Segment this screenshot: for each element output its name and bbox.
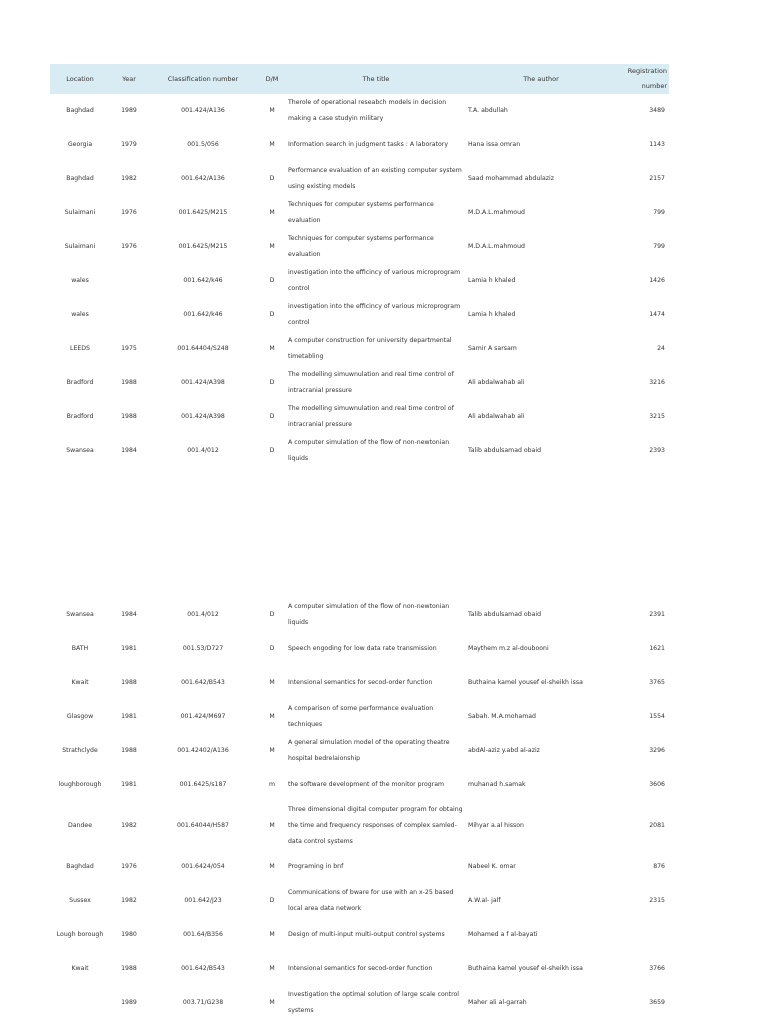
classification-cell: 001.424/A136 xyxy=(181,107,225,114)
title-cell: The modelling simuwnulation and real time control of intracranial pressure xyxy=(288,405,454,428)
registration-cell: 799 xyxy=(653,209,665,216)
classification-cell: 001.642/A136 xyxy=(181,175,225,182)
classification-cell: 001.64044/H587 xyxy=(176,822,229,829)
year-cell: 1982 xyxy=(121,175,137,182)
dm-cell: M xyxy=(269,999,275,1006)
title-cell: Design of multi-input multi-output control systems xyxy=(288,931,445,938)
dm-cell: M xyxy=(269,107,275,114)
registration-cell: 876 xyxy=(653,863,665,870)
location-cell: Swansea xyxy=(66,447,94,454)
classification-cell: 001.6425/M215 xyxy=(178,243,228,250)
title-cell: A computer simulation of the flow of non-newtonian liquids xyxy=(288,603,450,626)
page-gap xyxy=(50,468,669,598)
classification-cell: 001.4/012 xyxy=(187,611,219,618)
registration-cell: 1474 xyxy=(649,311,665,318)
classification-cell: 001.424/A398 xyxy=(181,413,225,420)
location-cell: loughborough xyxy=(58,781,102,788)
dm-cell: D xyxy=(269,277,275,284)
title-cell: investigation into the efficincy of various microprogram control xyxy=(288,269,461,292)
classification-cell: 001.64404/S248 xyxy=(177,345,229,352)
year-cell: 1982 xyxy=(121,822,137,829)
header-location: Location xyxy=(50,64,110,94)
year-cell: 1984 xyxy=(121,447,137,454)
header-dm: D/M xyxy=(258,64,286,94)
table-row xyxy=(50,952,669,986)
title-cell: the software development of the monitor program xyxy=(288,781,445,788)
location-cell: Dandee xyxy=(67,822,93,829)
table-row xyxy=(50,298,669,332)
dm-cell: D xyxy=(269,379,275,386)
classification-cell: 001.42402/A136 xyxy=(177,747,229,754)
location-cell: Kwait xyxy=(71,965,89,972)
table-row xyxy=(50,196,669,230)
table-row xyxy=(50,768,669,802)
dm-cell: D xyxy=(269,175,275,182)
author-cell: Maher ali al-garrah xyxy=(468,999,527,1006)
table-body-group-1 xyxy=(50,94,669,468)
year-cell: 1988 xyxy=(121,413,137,420)
location-cell: Kwait xyxy=(71,679,89,686)
table-row xyxy=(50,918,669,952)
header-title: The title xyxy=(286,64,466,94)
table-row xyxy=(50,850,669,884)
registration-cell: 24 xyxy=(657,345,665,352)
table-row xyxy=(50,598,669,632)
author-cell: Mihyar a.al hisson xyxy=(468,822,524,829)
registration-cell: 1554 xyxy=(649,713,665,720)
title-cell: Intensional semantics for secod-order function xyxy=(288,679,433,686)
classification-cell: 001.6425/s187 xyxy=(179,781,227,788)
author-cell: A.W.al- jalf xyxy=(468,897,501,904)
classification-cell: 001.64/B356 xyxy=(183,931,223,938)
registration-cell: 2081 xyxy=(649,822,665,829)
registration-cell: 3659 xyxy=(649,999,665,1006)
registration-cell: 3216 xyxy=(649,379,665,386)
author-cell: Ali abdalwahab ali xyxy=(468,413,525,420)
location-cell: Baghdad xyxy=(66,863,94,870)
dm-cell: M xyxy=(269,822,275,829)
author-cell: Samir A sarsam xyxy=(468,345,517,352)
author-cell: Mohamed a f al-bayati xyxy=(468,931,538,938)
dm-cell: M xyxy=(269,679,275,686)
table-row xyxy=(50,734,669,768)
year-cell xyxy=(110,298,148,332)
location-cell xyxy=(50,986,110,1020)
registration-cell: 3606 xyxy=(649,781,665,788)
classification-cell: 001.642/k46 xyxy=(183,277,223,284)
author-cell: T.A. abdullah xyxy=(468,107,508,114)
registration-cell: 3489 xyxy=(649,107,665,114)
year-cell: 1976 xyxy=(121,209,137,216)
year-cell: 1989 xyxy=(121,107,137,114)
table-row xyxy=(50,632,669,666)
header-registration: Registration number xyxy=(616,64,669,94)
table-body-group-2 xyxy=(50,598,669,1020)
location-cell: Sulaimani xyxy=(64,209,96,216)
location-cell: Bradford xyxy=(66,379,94,386)
dm-cell: M xyxy=(269,965,275,972)
year-cell: 1988 xyxy=(121,379,137,386)
dm-cell: M xyxy=(269,141,275,148)
dm-cell: M xyxy=(269,243,275,250)
year-cell: 1981 xyxy=(121,781,137,788)
title-cell: A general simulation model of the operating theatre hospital bedrelaionship xyxy=(288,739,450,762)
author-cell: Maythem m.z al-doubooni xyxy=(468,645,549,652)
dm-cell: D xyxy=(269,611,275,618)
author-cell: Lamia h khaled xyxy=(468,277,516,284)
title-cell: Investigation the optimal solution of large scale control systems xyxy=(288,991,460,1014)
location-cell: wales xyxy=(71,311,89,318)
dm-cell: D xyxy=(269,897,275,904)
table-row xyxy=(50,162,669,196)
title-cell: Information search in judgment tasks : A laboratory xyxy=(288,141,448,148)
author-cell: Ali abdalwahab ali xyxy=(468,379,525,386)
thesis-catalog-document xyxy=(50,64,669,1020)
registration-cell: 799 xyxy=(653,243,665,250)
title-cell: Communications of bware for use with an x-25 based local area data network xyxy=(288,889,454,912)
table-row xyxy=(50,666,669,700)
author-cell: muhanad h.samak xyxy=(468,781,526,788)
registration-cell: 3766 xyxy=(649,965,665,972)
table-row xyxy=(50,128,669,162)
classification-cell: 001.642/k46 xyxy=(183,311,223,318)
header-author: The author xyxy=(466,64,616,94)
location-cell: Georgia xyxy=(67,141,93,148)
year-cell: 1984 xyxy=(121,611,137,618)
registration-cell: 2315 xyxy=(649,897,665,904)
classification-cell: 001.424/A398 xyxy=(181,379,225,386)
year-cell: 1982 xyxy=(121,897,137,904)
title-cell: Three dimensional digital computer program for obtaing the time and frequency responses of complex samled-data control systems xyxy=(288,806,463,845)
classification-cell: 001.642/B543 xyxy=(181,965,225,972)
author-cell: Sabah. M.A.mohamad xyxy=(468,713,536,720)
table-row xyxy=(50,94,669,128)
classification-cell: 001.4/012 xyxy=(187,447,219,454)
table-row xyxy=(50,700,669,734)
dm-cell: D xyxy=(269,645,275,652)
author-cell: Saad mohammad abdulaziz xyxy=(468,175,554,182)
year-cell xyxy=(110,264,148,298)
location-cell: Sussex xyxy=(69,897,91,904)
location-cell: wales xyxy=(71,277,89,284)
table-row xyxy=(50,802,669,850)
classification-cell: 001.642/B543 xyxy=(181,679,225,686)
classification-cell: 001.53/D727 xyxy=(182,645,224,652)
year-cell: 1988 xyxy=(121,679,137,686)
year-cell: 1981 xyxy=(121,645,137,652)
year-cell: 1975 xyxy=(121,345,137,352)
author-cell: M.D.A.L.mahmoud xyxy=(468,209,525,216)
table-row xyxy=(50,264,669,298)
table-row xyxy=(50,986,669,1020)
year-cell: 1979 xyxy=(121,141,137,148)
registration-cell: 1621 xyxy=(649,645,665,652)
author-cell: abdAl-aziz y.abd al-aziz xyxy=(468,747,540,754)
registration-cell xyxy=(616,918,669,952)
title-cell: Intensional semantics for secod-order function xyxy=(288,965,433,972)
year-cell: 1976 xyxy=(121,863,137,870)
title-cell: Techniques for computer systems performance evaluation xyxy=(288,235,434,258)
title-cell: Programing in bnf xyxy=(288,863,344,870)
header-year: Year xyxy=(110,64,148,94)
title-cell: Therole of operational reseabch models in decision making a case studyin military xyxy=(288,99,447,122)
registration-cell: 2391 xyxy=(649,611,665,618)
dm-cell: D xyxy=(269,413,275,420)
table-row xyxy=(50,332,669,366)
author-cell: Buthaina kamel yousef el-sheikh issa xyxy=(468,679,583,686)
dm-cell: M xyxy=(269,747,275,754)
location-cell: Swansea xyxy=(66,611,94,618)
title-cell: Performance evaluation of an existing computer system using existing models xyxy=(288,167,462,190)
dm-cell: D xyxy=(269,311,275,318)
year-cell: 1976 xyxy=(121,243,137,250)
author-cell: Talib abdulsamad obaid xyxy=(468,447,542,454)
title-cell: The modelling simuwnulation and real time control of intracranial pressure xyxy=(288,371,454,394)
registration-cell: 3765 xyxy=(649,679,665,686)
table-row xyxy=(50,230,669,264)
year-cell: 1988 xyxy=(121,747,137,754)
location-cell: LEEDS xyxy=(70,345,90,352)
location-cell: Baghdad xyxy=(66,107,94,114)
author-cell: Lamia h khaled xyxy=(468,311,516,318)
table-row xyxy=(50,434,669,468)
author-cell: Nabeel K. omar xyxy=(468,863,516,870)
title-cell: investigation into the efficincy of various microprogram control xyxy=(288,303,461,326)
year-cell: 1980 xyxy=(121,931,137,938)
table-row xyxy=(50,884,669,918)
dm-cell: D xyxy=(269,447,275,454)
catalog-table xyxy=(50,64,669,1020)
dm-cell: M xyxy=(269,931,275,938)
dm-cell: M xyxy=(269,713,275,720)
location-cell: Glasgow xyxy=(66,713,94,720)
location-cell: BATH xyxy=(71,645,89,652)
classification-cell: 001.6424/054 xyxy=(181,863,225,870)
registration-cell: 3215 xyxy=(649,413,665,420)
registration-cell: 1143 xyxy=(649,141,665,148)
location-cell: Strathclyde xyxy=(62,747,98,754)
title-cell: A computer construction for university departmental timetabling xyxy=(288,337,452,360)
table-row xyxy=(50,400,669,434)
header-classification: Classification number xyxy=(148,64,258,94)
year-cell: 1981 xyxy=(121,713,137,720)
registration-cell: 2393 xyxy=(649,447,665,454)
author-cell: Talib abdulsamad obaid xyxy=(468,611,542,618)
title-cell: A computer simulation of the flow of non-newtonian liquids xyxy=(288,439,450,462)
registration-cell: 1426 xyxy=(649,277,665,284)
classification-cell: 001.5/056 xyxy=(187,141,219,148)
dm-cell: M xyxy=(269,209,275,216)
classification-cell: 001.424/M697 xyxy=(180,713,226,720)
year-cell: 1989 xyxy=(121,999,137,1006)
registration-cell: 3296 xyxy=(649,747,665,754)
dm-cell: M xyxy=(269,345,275,352)
classification-cell: 001.6425/M215 xyxy=(178,209,228,216)
location-cell: Sulaimani xyxy=(64,243,96,250)
title-cell: Techniques for computer systems performance evaluation xyxy=(288,201,434,224)
classification-cell: 001.642/J23 xyxy=(184,897,222,904)
dm-cell: M xyxy=(269,863,275,870)
location-cell: Bradford xyxy=(66,413,94,420)
location-cell: Lough borough xyxy=(56,931,104,938)
dm-cell: m xyxy=(268,781,276,788)
title-cell: A comparison of some performance evaluation techniques xyxy=(288,705,434,728)
author-cell: Buthaina kamel yousef el-sheikh issa xyxy=(468,965,583,972)
year-cell: 1988 xyxy=(121,965,137,972)
location-cell: Baghdad xyxy=(66,175,94,182)
title-cell: Speech engoding for low data rate transmission xyxy=(288,645,437,652)
table-header-row xyxy=(50,64,669,94)
author-cell: M.D.A.L.mahmoud xyxy=(468,243,525,250)
registration-cell: 2157 xyxy=(649,175,665,182)
classification-cell: 003.71/G238 xyxy=(182,999,224,1006)
table-row xyxy=(50,366,669,400)
author-cell: Hana issa omran xyxy=(468,141,521,148)
